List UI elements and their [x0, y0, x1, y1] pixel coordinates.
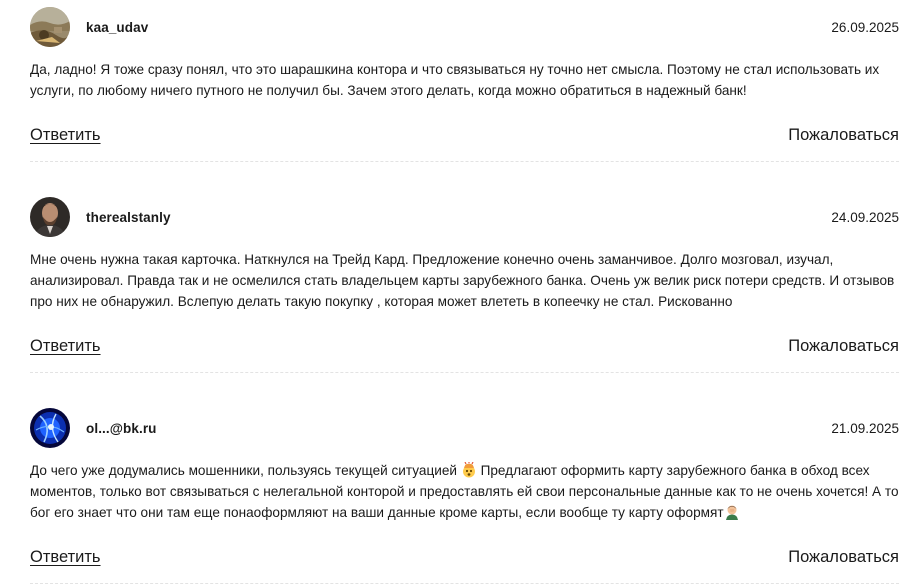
username[interactable]: kaa_udav [86, 20, 149, 35]
username[interactable]: ol...@bk.ru [86, 421, 157, 436]
comment-header [30, 197, 899, 238]
reply-button[interactable]: Ответить [30, 548, 101, 566]
comment-date: 26.09.2025 [831, 20, 899, 35]
comment-divider [30, 372, 899, 373]
comment-item [30, 408, 899, 569]
avatar-man-image [30, 197, 70, 237]
user-avatar[interactable] [30, 408, 70, 448]
exploding-head-icon [461, 462, 477, 478]
comment-text: Да, ладно! Я тоже сразу понял, что это шарашкина контора и что связываться ну точно нет смысла. Поэтому не стал использовать их услуги, по любому ничего путного не получил бы. Зачем этого делать, когда можно обратиться в надежный банк! [30, 62, 880, 98]
report-button[interactable]: Пожаловаться [788, 126, 899, 144]
report-button[interactable]: Пожаловаться [788, 548, 899, 566]
comment-text-part: Предлагают оформить карту зарубежного банка в обход всех моментов, только вот связываться с нелегальной конторой и предоставлять ей свои персональные данные как то не очень хочется! А то бог его знает что они там еще понаоформляют на ваши данные кроме карты, если вообще ту карту оформят [30, 463, 899, 520]
avatar-landscape-image [30, 7, 70, 47]
comment-actions [30, 126, 899, 148]
report-button[interactable]: Пожаловаться [788, 337, 899, 355]
comment-header [30, 408, 899, 449]
comment-text: Мне очень нужна такая карточка. Наткнулся на Трейд Кард. Предложение конечно очень заманчивое. Долго мозговал, изучал, анализировал. Правда так и не осмелился стать владельцем карты зарубежного банка. Очень уж велик риск потери средств. И отзывов про них не обнаружил. Вслепую делать такую покупку , которая может влететь в копеечку не стал. Рискованно [30, 252, 895, 309]
comment-divider [30, 161, 899, 162]
comment-date: 21.09.2025 [831, 421, 899, 436]
comment-date: 24.09.2025 [831, 210, 899, 225]
username[interactable]: therealstanly [86, 210, 171, 225]
comment-item [30, 7, 899, 168]
user-avatar[interactable] [30, 197, 70, 237]
comment-item [30, 197, 899, 358]
comment-header [30, 7, 899, 48]
reply-button[interactable]: Ответить [30, 126, 101, 144]
comment-actions [30, 337, 899, 359]
comment-text-part: До чего уже додумались мошенники, пользуясь текущей ситуацией [30, 463, 461, 478]
user-avatar[interactable] [30, 7, 70, 47]
comment-actions [30, 548, 899, 570]
facepalm-icon [724, 504, 740, 520]
avatar-blue-abstract-image [30, 408, 70, 448]
reply-button[interactable]: Ответить [30, 337, 101, 355]
comment-text [30, 460, 899, 523]
